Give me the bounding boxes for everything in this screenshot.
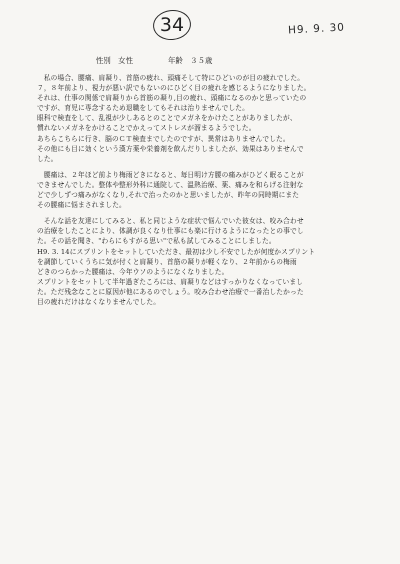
circled-page-number (152, 8, 193, 42)
text-line: を調節していくうちに気が付くと肩凝り、首筋の凝りが軽くなり、２年前からの梅雨 (37, 257, 297, 266)
text-line: た。その話を聞き、"わらにもすがる思い"で私も試してみることにしました。 (37, 237, 276, 246)
text-line: ですが、育児に専念するため退職をしてもそれは治りませんでした。 (37, 104, 249, 113)
paragraph-eye-fatigue (37, 73, 373, 164)
text-line: そんな話を友達にしてみると、私と同じような症状で悩んでいた彼女は、咬み合わせ (37, 217, 304, 226)
text-line: ７，８年前より、視力が悪い訳でもないのにひどく目の疲れを感じるようになりました。 (37, 84, 311, 93)
text-line: できませんでした。整体や整形外科に通院して、温熱治療、薬、痛みを和らげる注射な (37, 180, 304, 189)
text-line: その他にも目に効くという漢方薬や栄養剤を飲んだりしましたが、効果はありませんで (37, 144, 304, 153)
text-line: 腰痛は、２年ほど前より梅雨どきになると、毎日明け方腰の痛みがひどく眠ることが (37, 170, 304, 179)
text-line: の治療をしたことにより、体調が良くなり仕事にも楽に行けるようになったとの事でし (37, 227, 304, 236)
text-line: あちらこちらに行き、脳のＣＴ検査までしたのですが、異常はありませんでした。 (37, 134, 290, 143)
text-line: スプリントをセットして半年過ぎたころには、肩凝りなどはすっかりなくなっていまし (37, 277, 303, 286)
letter-body (37, 73, 373, 307)
sex-field: 性別 女性 (96, 56, 133, 65)
paragraph-splint-treatment (37, 216, 373, 307)
text-line: た。ただ残念なことに原因が他にあるのでしょう。咬み合わせ治療で一番治したかった (37, 287, 304, 296)
handwritten-date: H9. 9. 30 (287, 21, 346, 37)
text-line: 慣れないメガネをかけることでかえってストレスが溜まるようでした。 (37, 124, 256, 133)
text-line: それは、仕事の関係で肩凝りから首筋の凝り,目の疲れ、頭痛になるのかと思っていたの (37, 94, 307, 103)
paragraph-back-pain (37, 170, 373, 210)
text-line: H9. 3. 14にスプリントをセットしていただき、最初は少し不安でしたが何度かスプリント (37, 247, 316, 256)
text-line: その腰痛に悩まされました。 (37, 201, 126, 210)
text-line: した。 (37, 154, 58, 163)
text-line: 目の疲れだけはなくなりませんでした。 (37, 297, 161, 306)
age-field: 年齢 ３５歳 (168, 56, 213, 65)
text-line: どきのつらかった腰痛は、今年ウソのようになくなりました。 (37, 267, 229, 276)
page-number: 34 (159, 14, 185, 36)
text-line: 私の場合、腰痛、肩凝り、首筋の疲れ、頭痛そして特にひどいのが目の疲れでした。 (37, 74, 305, 82)
text-line: 眼科で検査をして、乱視が少しあるとのことでメガネをかけたことがありましたが、 (37, 114, 297, 123)
text-line: どで少しずつ痛みがなくなり,それで治ったのかと思いましたが、昨年の同時期にまた (37, 191, 300, 200)
